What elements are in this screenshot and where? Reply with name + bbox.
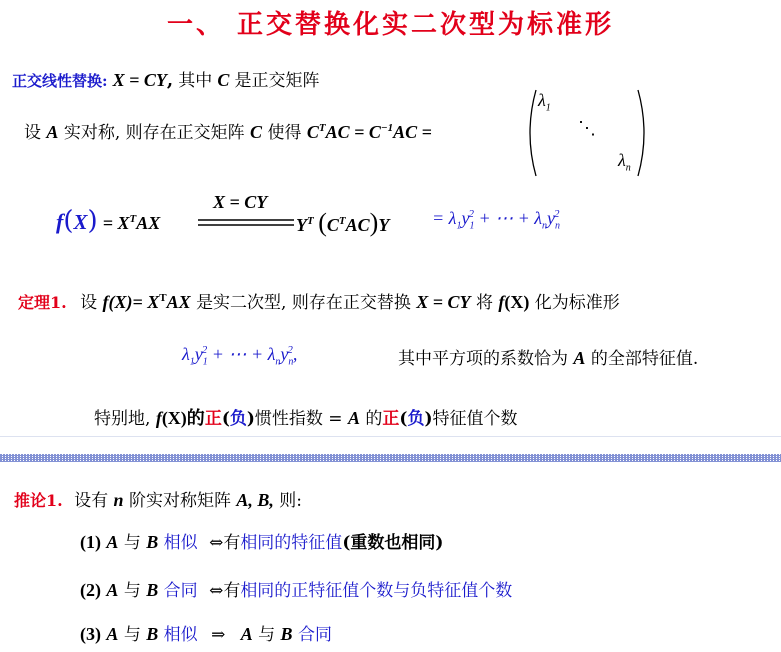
- orth-sub-text: 其中: [178, 71, 213, 91]
- inertia-line: 特别地, f(X)的正(负)惯性指数 = A 的正(负)特征值个数: [94, 408, 518, 429]
- section-separator: [0, 454, 781, 462]
- fx-standard-form: = $\lambda_1y_1^2$ + ⋯ + $\lambda_ny_n^2$: [432, 208, 561, 232]
- orth-sub-line: 正交线性替换: X = CY, 其中 C 是正交矩阵: [12, 70, 320, 91]
- corollary-item-1: (1) A 与 B 相似 ⇔有相同的特征值(重数也相同): [80, 532, 444, 553]
- corollary-label: 推论1.: [14, 491, 63, 510]
- theorem-label: 定理1.: [18, 293, 67, 312]
- matrix-lambda-n: $\lambda_n$: [618, 150, 631, 174]
- diag-equation: $C^TAC = C^{-1}AC$ =: [306, 122, 432, 142]
- page-title: 一、 正交替换化实二次型为标准形: [166, 10, 615, 40]
- orth-sub-label: 正交线性替换:: [12, 72, 108, 90]
- theorem-1: 定理1. 设 $f(X)= X^TAX$ 是实二次型, 则存在正交替换 X = CY 将 f(X) 化为标准形: [18, 292, 620, 313]
- corollary-item-3: (3) A 与 B 相似 ⇒ A 与 B 合同: [80, 624, 332, 645]
- corollary-item-2: (2) A 与 B 合同 ⇔有相同的正特征值个数与负特征值个数: [80, 580, 513, 601]
- corollary-1: 推论1. 设有 n 阶实对称矩阵 A, B, 则:: [14, 490, 303, 511]
- standard-note: 其中平方项的系数恰为 A 的全部特征值.: [398, 348, 699, 369]
- matrix-lambda-1: $\lambda_1$: [538, 90, 551, 114]
- fx-transform-line: $f(X) = X^TAX$: [56, 206, 161, 236]
- standard-form: $\lambda_1y_1^2$ + ⋯ + $\lambda_ny_n^2$,: [182, 344, 298, 368]
- matrix-dots: ⋱: [578, 118, 596, 139]
- faint-rule: [0, 436, 781, 437]
- substitution-label: X = CY: [213, 192, 268, 212]
- fx-quad-form: = $X^TAX$: [102, 213, 161, 233]
- orth-sub-formula: X = CY: [112, 70, 167, 90]
- substitution-double-line: [198, 218, 294, 228]
- fx-result-quad: $Y^T$ $(C^TAC)Y$: [296, 208, 390, 237]
- orth-sub-text2: 是正交矩阵: [234, 71, 320, 91]
- diag-line: 设 A 实对称, 则存在正交矩阵 C 使得 $C^TAC = C^{-1}AC$ =: [24, 122, 432, 143]
